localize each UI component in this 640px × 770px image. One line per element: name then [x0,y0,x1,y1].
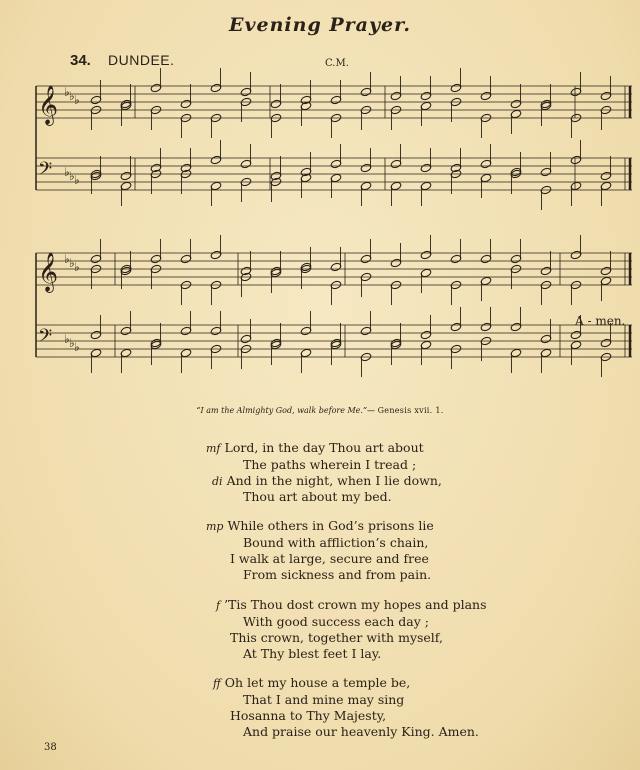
verse-line: And praise our heavenly King. Amen. [243,724,479,739]
flat-icon: ♭ [64,85,70,99]
verse-line: The paths wherein I tread ; [243,457,417,472]
amen-lyric: A - men. [575,314,626,328]
flat-icon: ♭ [64,165,70,179]
meter: C.M. [325,58,349,69]
verse-line: Thou art about my bed. [243,489,392,504]
flat-icon: ♭ [64,252,70,266]
verse-line-text: Oh let my house a temple be, [224,675,411,690]
verse-line: Bound with affliction’s chain, [243,535,429,550]
bass-clef-icon: 𝄢 [38,326,53,351]
verse-line: This crown, together with myself, [230,630,443,645]
dynamic-marking: ff [213,677,221,690]
hymn-number: 34. [70,52,91,69]
verse-line: From sickness and from pain. [243,567,432,582]
verse-line [206,440,424,455]
scripture-reference: Genesis xvii. 1. [377,406,444,415]
verse-line [212,473,442,488]
verse-line: That I and mine may sing [243,692,405,707]
scripture-text: “I am the Almighty God, walk before Me.”— [196,406,376,415]
verse-line [206,518,434,533]
flat-icon: ♭ [69,336,75,350]
flat-icon: ♭ [69,256,75,270]
flat-icon: ♭ [74,173,80,187]
verse-line-text: ’Tis Thou dost crown my hopes and plans [224,597,487,612]
verse-line-text: And in the night, when I lie down, [226,473,442,488]
flat-icon: ♭ [69,89,75,103]
verse-line [213,675,410,690]
verse-line: With good success each day ; [243,614,429,629]
flat-icon: ♭ [69,169,75,183]
scripture-quote [0,406,640,415]
tune-name: DUNDEE. [108,52,175,68]
verse-line-text: Lord, in the day Thou art about [224,440,424,455]
page-header: Evening Prayer. [229,14,411,36]
flat-icon: ♭ [74,260,80,274]
treble-clef-icon: 𝄞 [38,252,59,292]
verse-line: I walk at large, secure and free [230,551,429,566]
verse-line [216,597,487,612]
dynamic-marking: f [216,599,221,612]
dynamic-marking: mp [206,520,224,533]
verse-line: Hosanna to Thy Majesty, [230,708,387,723]
dynamic-marking: mf [206,442,221,455]
verse-line: At Thy blest feet I lay. [243,646,382,661]
treble-clef-icon: 𝄞 [38,85,59,125]
dynamic-marking: di [212,475,223,488]
flat-icon: ♭ [74,340,80,354]
flat-icon: ♭ [74,93,80,107]
bass-clef-icon: 𝄢 [38,159,53,184]
page-number: 38 [44,742,57,753]
flat-icon: ♭ [64,332,70,346]
verse-line-text: While others in God’s prisons lie [227,518,434,533]
